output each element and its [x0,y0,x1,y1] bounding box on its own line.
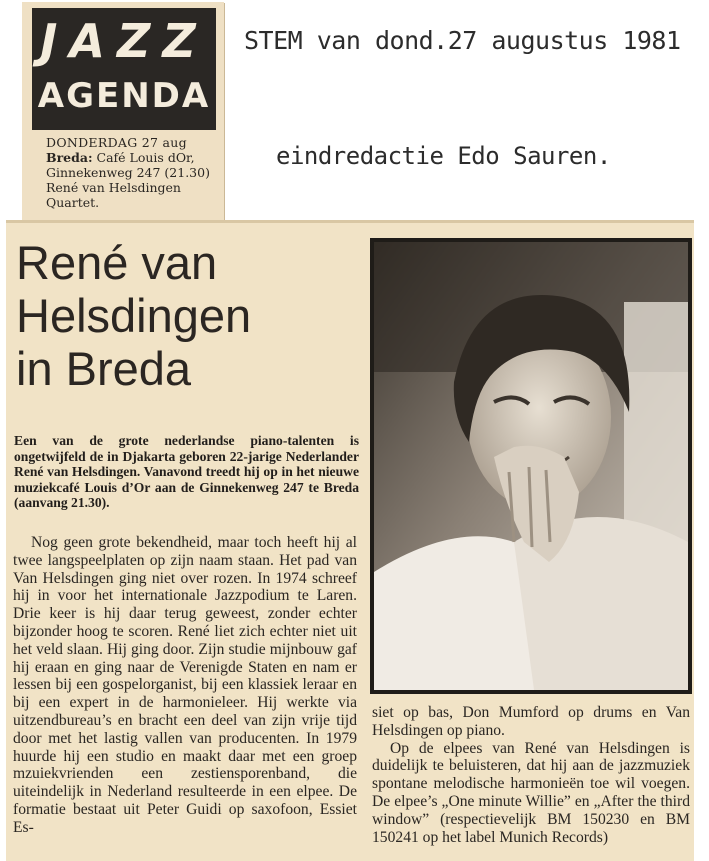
agenda-artist-group: Quartet. [46,195,100,210]
agenda-listing [46,135,224,210]
article-headline [16,236,346,395]
portrait-photo [374,242,688,690]
jazz-agenda-logo [32,8,216,130]
editor-note: eindredactie Edo Sauren. [276,142,611,170]
headline-line-1: René van [16,236,218,289]
jazz-agenda-clipping [22,2,224,220]
agenda-day: DONDERDAG 27 aug [46,135,187,150]
article-body-right-column [372,704,690,846]
headline-line-3: in Breda [16,342,192,395]
article-paragraph: Op de elpees van René van Helsdingen is duidelijk te beluisteren, dat hij aan de jazzmuziek spontane melodische harmonieën toe wil voegen. De elpee’s „One minute Willie” en „After the third window” (respectievelijk BM 150230 en BM 150241 op het label Munich Records) [372,739,690,846]
clipping-edge [6,220,694,223]
agenda-address: Ginnekenweg 247 (21.30) [46,165,210,180]
photo-frame [370,238,692,694]
logo-title-agenda: AGENDA [37,76,211,116]
portrait-image [374,242,688,690]
agenda-venue: Café Louis dOr, [92,150,195,165]
source-note: STEM van dond.27 augustus 1981 [244,26,681,55]
article-body-left-column [13,534,357,837]
article-paragraph-continued: siet op bas, Don Mumford op drums en Van Helsdingen op piano. [372,704,690,739]
agenda-artist: René van Helsdingen [46,180,181,195]
agenda-venue-line [46,150,224,165]
article-clipping [6,220,694,861]
article-intro: Een van de grote nederlandse piano-talenten is ongetwijfeld de in Djakarta geboren 22-jarige Nederlander René van Helsdingen. Vanavond treedt hij op in het nieuwe muziekcafé Louis d’Or aan de Ginnekenweg 247 te Breda (aanvang 21.30). [14,433,359,511]
logo-title-jazz: JAZZ [40,14,208,68]
headline-line-2: Helsdingen [16,289,252,342]
agenda-city: Breda: [46,150,93,165]
article-paragraph: Nog geen grote bekendheid, maar toch heeft hij al twee langspeelplaten op zijn naam staan. Het pad van Van Helsdingen ging niet over rozen. In 1974 schreef hij in voor het internationale Jazzpodium te Laren. Drie keer is hij daar terug geweest, zonder echter bijzonder hoog te scoren. René liet zich echter niet uit het veld slaan. Hij ging door. Zijn studie mijnbouw gaf hij eraan en ging naar de Verenigde Staten en nam er lessen bij een gospelorganist, bij een klassiek leraar en bij een expert in de harmonieleer. Hij werkte via uitzendbureau’s en bracht een deel van zijn vrije tijd door met het lastig vallen van producenten. In 1979 huurde hij een studio en maakt daar met een groep mzuiekvrienden een zestiensporenband, die uiteindelijk in Nederland resulteerde in een elpee. De formatie bestaat uit Peter Guidi op saxofoon, Essiet Es- [13,534,357,836]
